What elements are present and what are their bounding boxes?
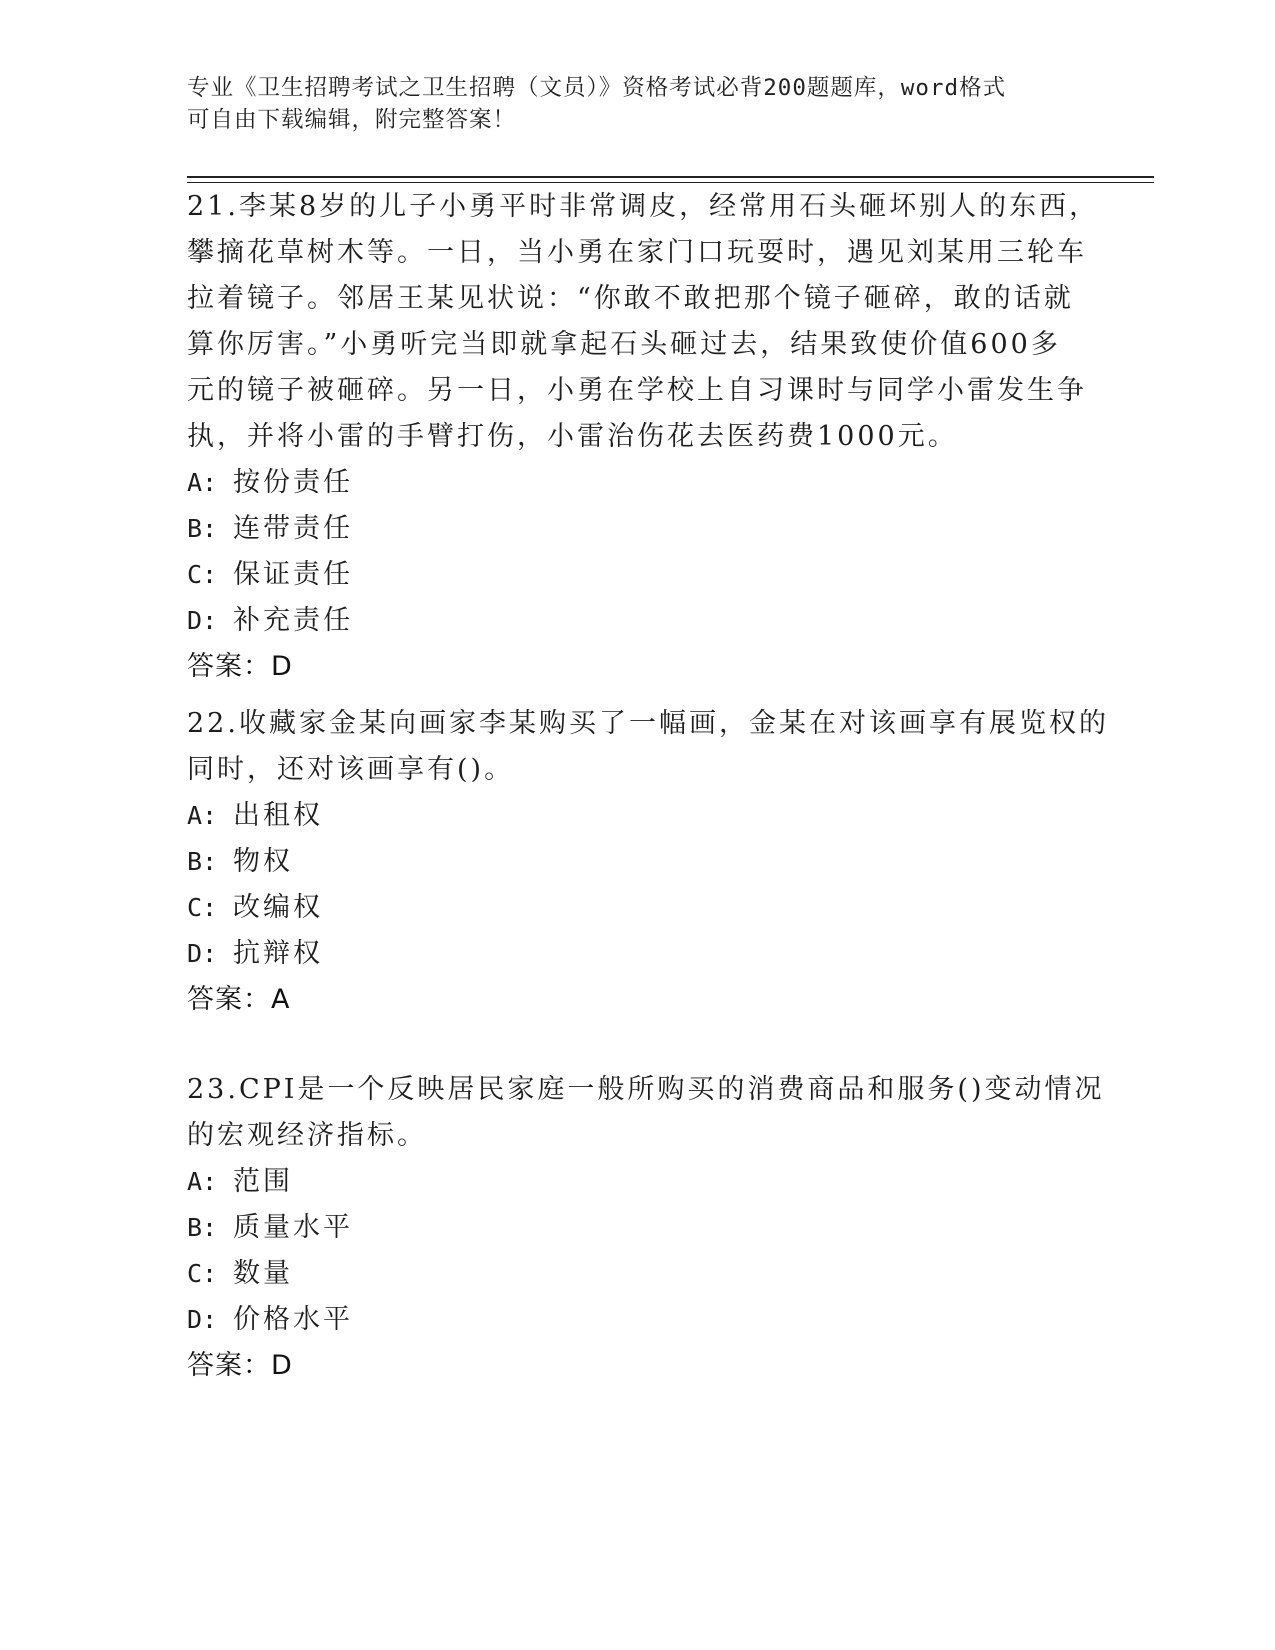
option-d bbox=[187, 931, 1087, 977]
question-text-line: 21.李某8岁的儿子小勇平时非常调皮，经常用石头砸坏别人的东西， bbox=[187, 191, 1100, 222]
option-d bbox=[187, 1297, 1087, 1343]
question-text-line: 拉着镜子。邻居王某见状说：“你敢不敢把那个镜子砸碎，敢的话就 bbox=[187, 283, 1074, 314]
option-b bbox=[187, 839, 1087, 885]
option-c bbox=[187, 885, 1087, 931]
header-divider-thin bbox=[187, 182, 1154, 183]
option-text: 抗辩权 bbox=[233, 938, 323, 969]
option-key: B: bbox=[187, 1213, 218, 1242]
question-21 bbox=[187, 184, 1100, 690]
header-line-2: 可自由下载编辑，附完整答案！ bbox=[187, 107, 517, 133]
option-key: D: bbox=[187, 1305, 218, 1334]
answer-line: 答案：A bbox=[187, 984, 291, 1015]
question-text-line: 执，并将小雷的手臂打伤，小雷治伤花去医药费1000元。 bbox=[187, 421, 958, 452]
option-text: 补充责任 bbox=[233, 605, 353, 636]
option-a bbox=[187, 793, 1087, 839]
option-text: 出租权 bbox=[233, 800, 323, 831]
option-text: 数量 bbox=[233, 1258, 293, 1289]
option-key: A: bbox=[187, 801, 218, 830]
header-divider-thick bbox=[187, 176, 1154, 178]
option-text: 保证责任 bbox=[233, 559, 353, 590]
answer-line: 答案：D bbox=[187, 1350, 293, 1381]
option-text: 质量水平 bbox=[233, 1212, 353, 1243]
option-text: 按份责任 bbox=[233, 467, 353, 498]
question-text-line: 同时，还对该画享有()。 bbox=[187, 754, 515, 785]
option-c bbox=[187, 1251, 1087, 1297]
option-key: C: bbox=[187, 893, 218, 922]
question-text-line: 元的镜子被砸碎。另一日，小勇在学校上自习课时与同学小雷发生争 bbox=[187, 375, 1087, 406]
option-key: B: bbox=[187, 847, 218, 876]
option-d bbox=[187, 598, 1087, 644]
option-a bbox=[187, 1159, 1087, 1205]
option-key: C: bbox=[187, 560, 218, 589]
option-a bbox=[187, 460, 1087, 506]
option-b bbox=[187, 1205, 1087, 1251]
option-text: 范围 bbox=[233, 1166, 293, 1197]
option-text: 物权 bbox=[233, 846, 293, 877]
option-c bbox=[187, 552, 1087, 598]
question-23 bbox=[187, 1067, 1105, 1389]
option-key: C: bbox=[187, 1259, 218, 1288]
question-text-line: 的宏观经济指标。 bbox=[187, 1120, 427, 1151]
question-text-line: 22.收藏家金某向画家李某购买了一幅画，金某在对该画享有展览权的 bbox=[187, 708, 1109, 739]
header-line-1: 专业《卫生招聘考试之卫生招聘（文员）》资格考试必背200题题库，word格式 bbox=[187, 75, 1007, 101]
option-text: 改编权 bbox=[233, 892, 323, 923]
option-key: B: bbox=[187, 514, 218, 543]
question-22 bbox=[187, 701, 1109, 1023]
question-text-line: 算你厉害。”小勇听完当即就拿起石头砸过去，结果致使价值600多 bbox=[187, 329, 1061, 360]
option-b bbox=[187, 506, 1087, 552]
document-header bbox=[187, 72, 1067, 136]
option-key: A: bbox=[187, 1167, 218, 1196]
option-key: D: bbox=[187, 939, 218, 968]
option-key: A: bbox=[187, 468, 218, 497]
question-text-line: 攀摘花草树木等。一日，当小勇在家门口玩耍时，遇见刘某用三轮车 bbox=[187, 237, 1087, 268]
option-text: 连带责任 bbox=[233, 513, 353, 544]
question-text-line: 23.CPI是一个反映居民家庭一般所购买的消费商品和服务()变动情况 bbox=[187, 1074, 1105, 1105]
answer-line: 答案：D bbox=[187, 651, 293, 682]
option-key: D: bbox=[187, 606, 218, 635]
option-text: 价格水平 bbox=[233, 1304, 353, 1335]
